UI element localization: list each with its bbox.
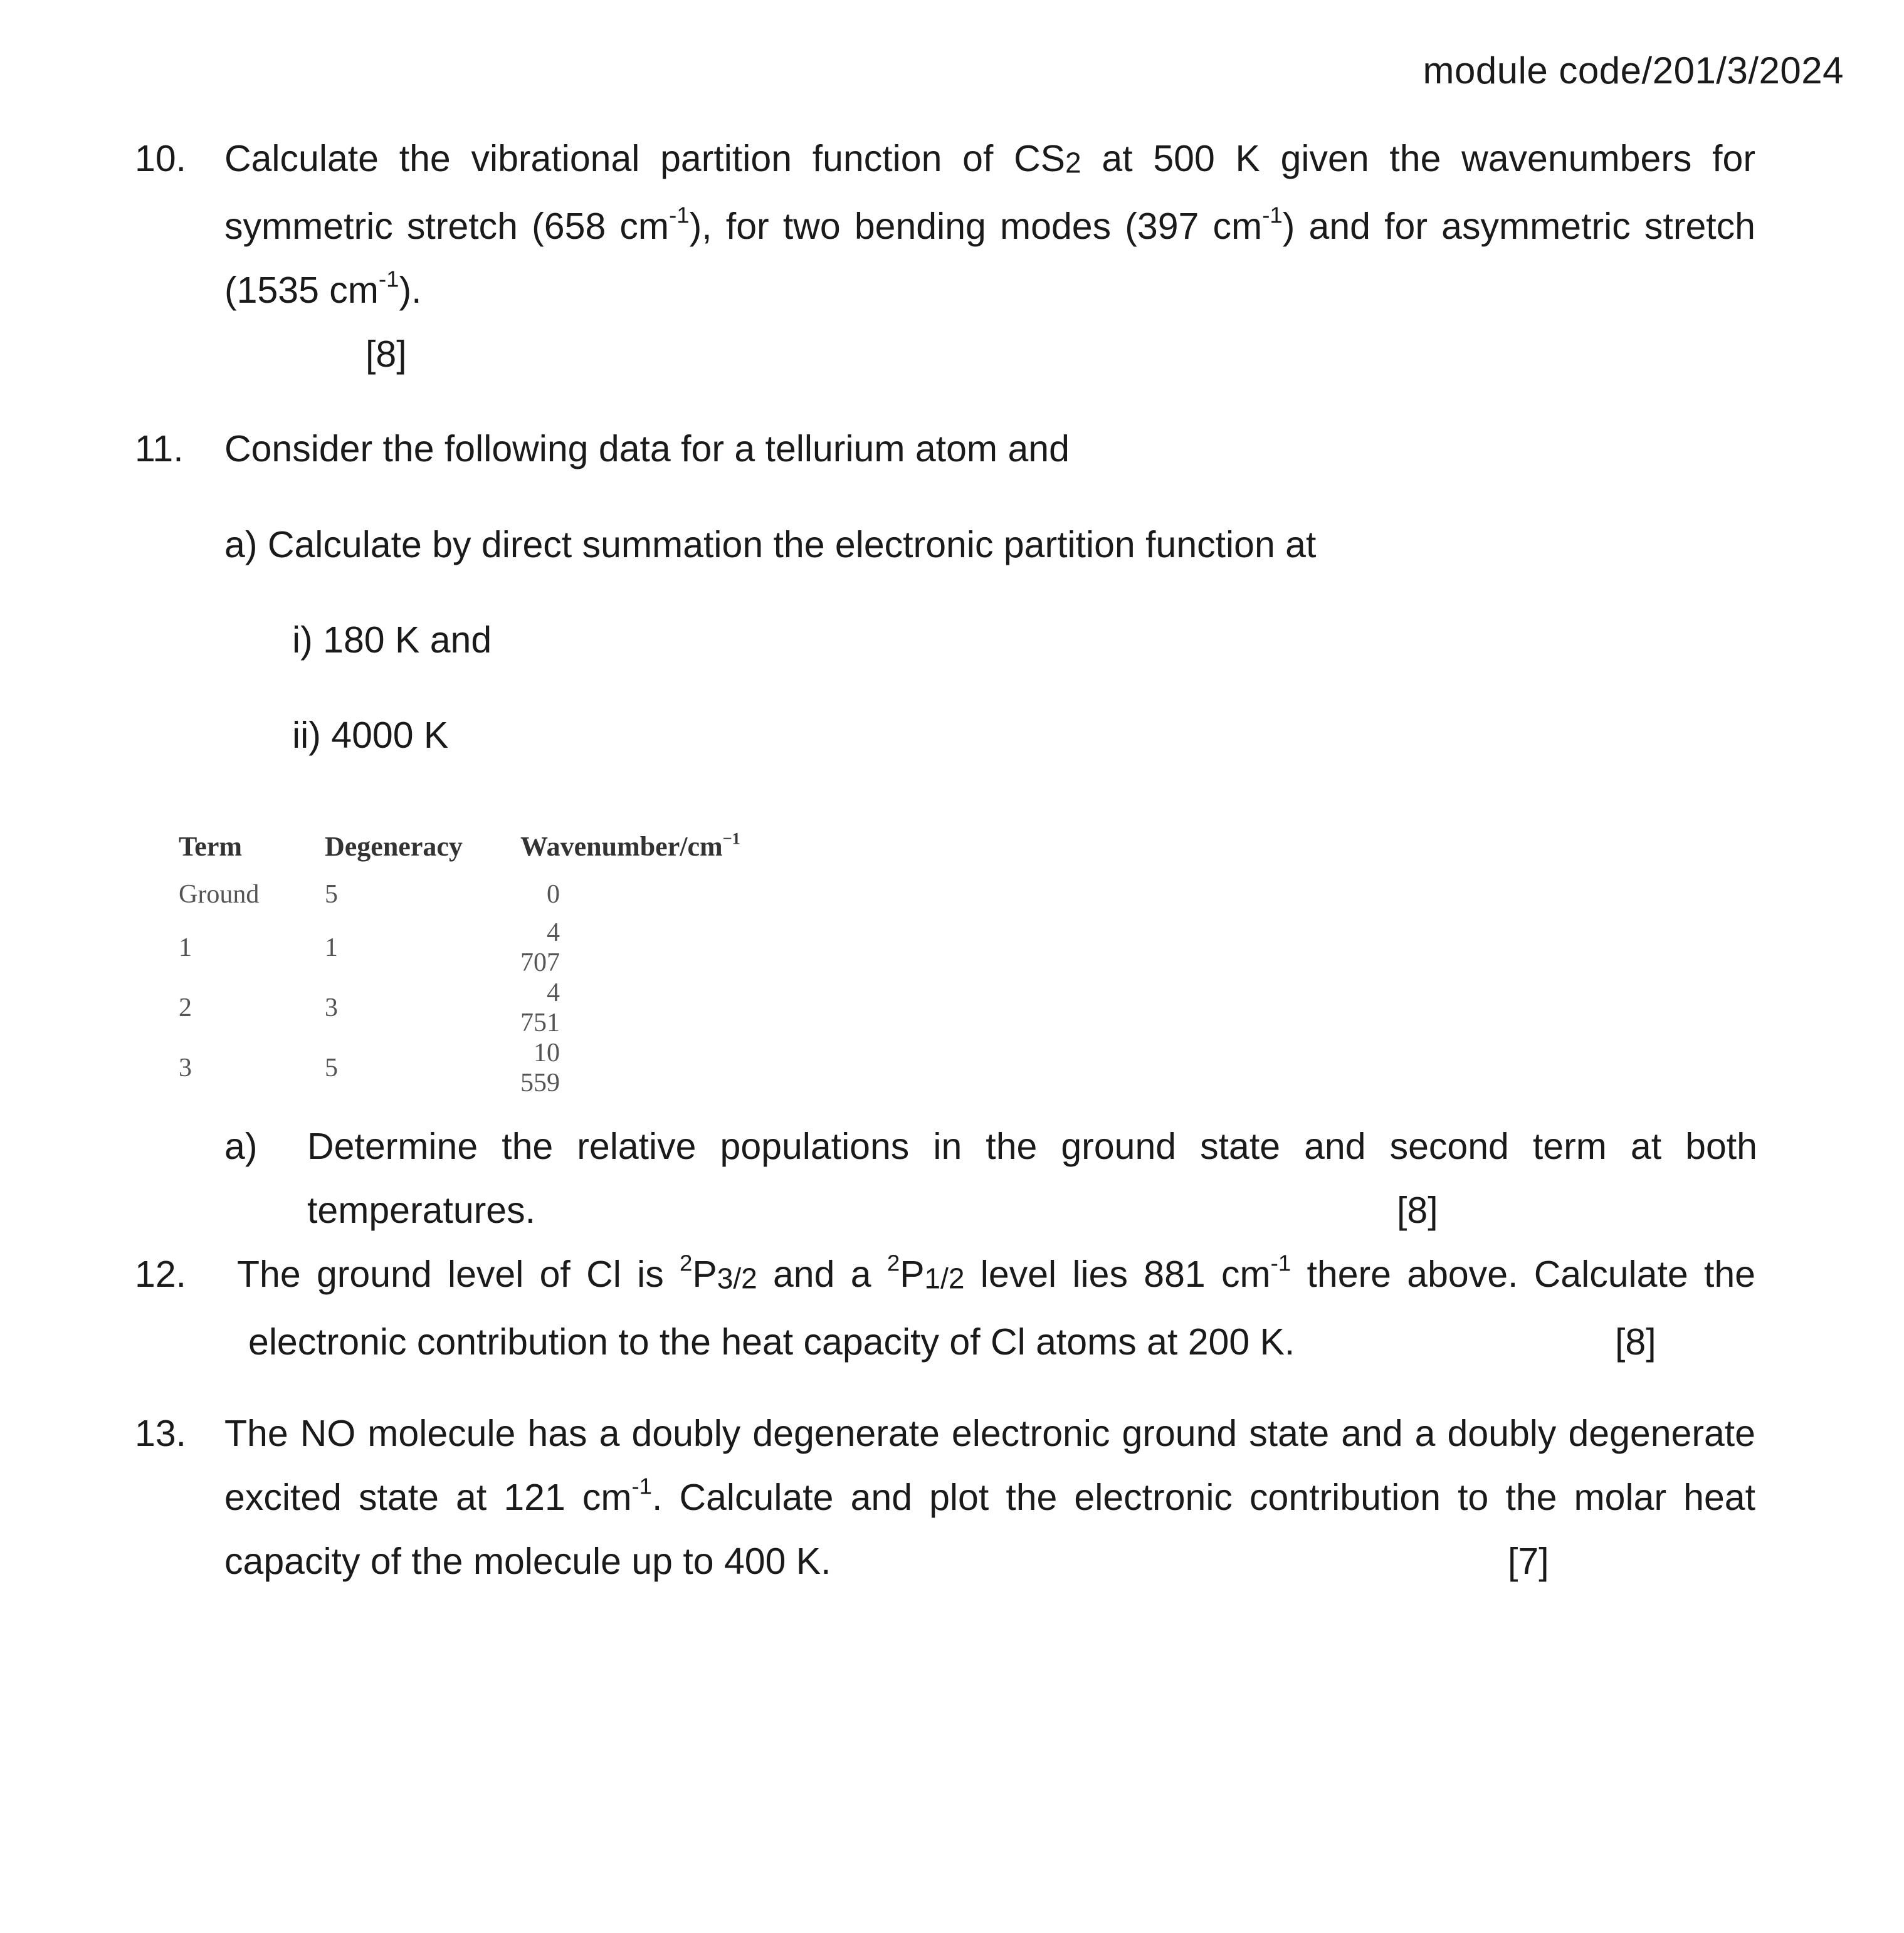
question-body — [224, 1401, 1755, 1593]
question-line: The NO molecule has a doubly degenerate electronic ground state and a doubly degenerate — [224, 1413, 1755, 1454]
question-body — [224, 127, 1755, 386]
cell-degeneracy: 5 — [325, 1054, 338, 1082]
table-row — [179, 871, 801, 918]
module-code: module code/201/3/2024 — [1423, 50, 1844, 92]
question-line: capacity of the molecule up to 400 K. [7] — [224, 1529, 1755, 1593]
cell-degeneracy: 3 — [325, 993, 338, 1022]
cell-term: 3 — [179, 1054, 192, 1082]
part-a-text: a) Calculate by direct summation the electronic partition function at — [224, 524, 1317, 565]
cell-degeneracy: 5 — [325, 880, 338, 909]
question-number: 13. — [135, 1413, 187, 1454]
table-row — [179, 1038, 801, 1098]
table-header-row — [179, 821, 801, 871]
cell-term: 1 — [179, 933, 192, 962]
question-line: The ground level of Cl is $^2$P3/2 and a $^2$P1/2 level lies 881 $cm^{-1}$ there above. Calculate the — [237, 1250, 1755, 1295]
question-11-part-a — [224, 513, 1854, 577]
tellurium-data-table — [179, 821, 801, 1098]
cell-degeneracy: 1 — [325, 933, 338, 962]
table-row — [179, 978, 801, 1038]
question-line: Calculate the vibrational partition function of CS2 at 500 K given the wavenumbers for — [224, 138, 1755, 179]
cell-wavenumber: 4 751 — [520, 978, 560, 1037]
question-intro: Consider the following data for a tellurium atom and — [224, 428, 1070, 469]
question-line: excited state at 121 $cm^{-1}$. Calculate and plot the electronic contribution to the molar heat — [224, 1473, 1755, 1518]
part-line: temperatures. [8] — [307, 1178, 1757, 1242]
cell-term: 2 — [179, 993, 192, 1022]
question-11-part-i — [292, 608, 1904, 672]
question-line: (1535 $cm^{-1}$). — [224, 266, 422, 312]
cell-wavenumber: 4 707 — [520, 918, 560, 977]
part-line: Determine the relative populations in the ground state and second term at both — [307, 1126, 1757, 1167]
header-wavenumber: Wavenumber/$cm^{-1}$ — [520, 829, 740, 862]
question-line: symmetric stretch (658 $cm^{-1}$), for two bending modes (397 $cm^{-1}$) and for asymmetric stretch — [224, 202, 1755, 248]
marks: [8] — [366, 333, 407, 375]
question-body — [237, 1242, 1755, 1374]
marks: [8] — [1397, 1190, 1438, 1231]
question-line: electronic contribution to the heat capacity of Cl atoms at 200 K. [8] — [237, 1310, 1755, 1374]
part-i-text: i) 180 K and — [292, 619, 492, 661]
header-term: Term — [179, 830, 243, 862]
header-degeneracy: Degeneracy — [325, 830, 463, 862]
part-body — [307, 1114, 1757, 1242]
question-number: 10. — [135, 138, 187, 179]
table-row — [179, 918, 801, 978]
marks: [7] — [1508, 1541, 1549, 1582]
part-ii-text: ii) 4000 K — [292, 715, 449, 756]
part-label: a) — [224, 1126, 258, 1167]
question-body — [224, 417, 1755, 481]
cell-wavenumber: 10 559 — [520, 1039, 560, 1097]
marks: [8] — [1615, 1321, 1656, 1363]
cell-wavenumber: 0 — [547, 880, 560, 909]
question-11-part-ii — [292, 703, 1904, 767]
cell-term: Ground — [179, 880, 260, 909]
question-number: 12. — [135, 1254, 187, 1295]
question-number: 11. — [135, 428, 184, 469]
